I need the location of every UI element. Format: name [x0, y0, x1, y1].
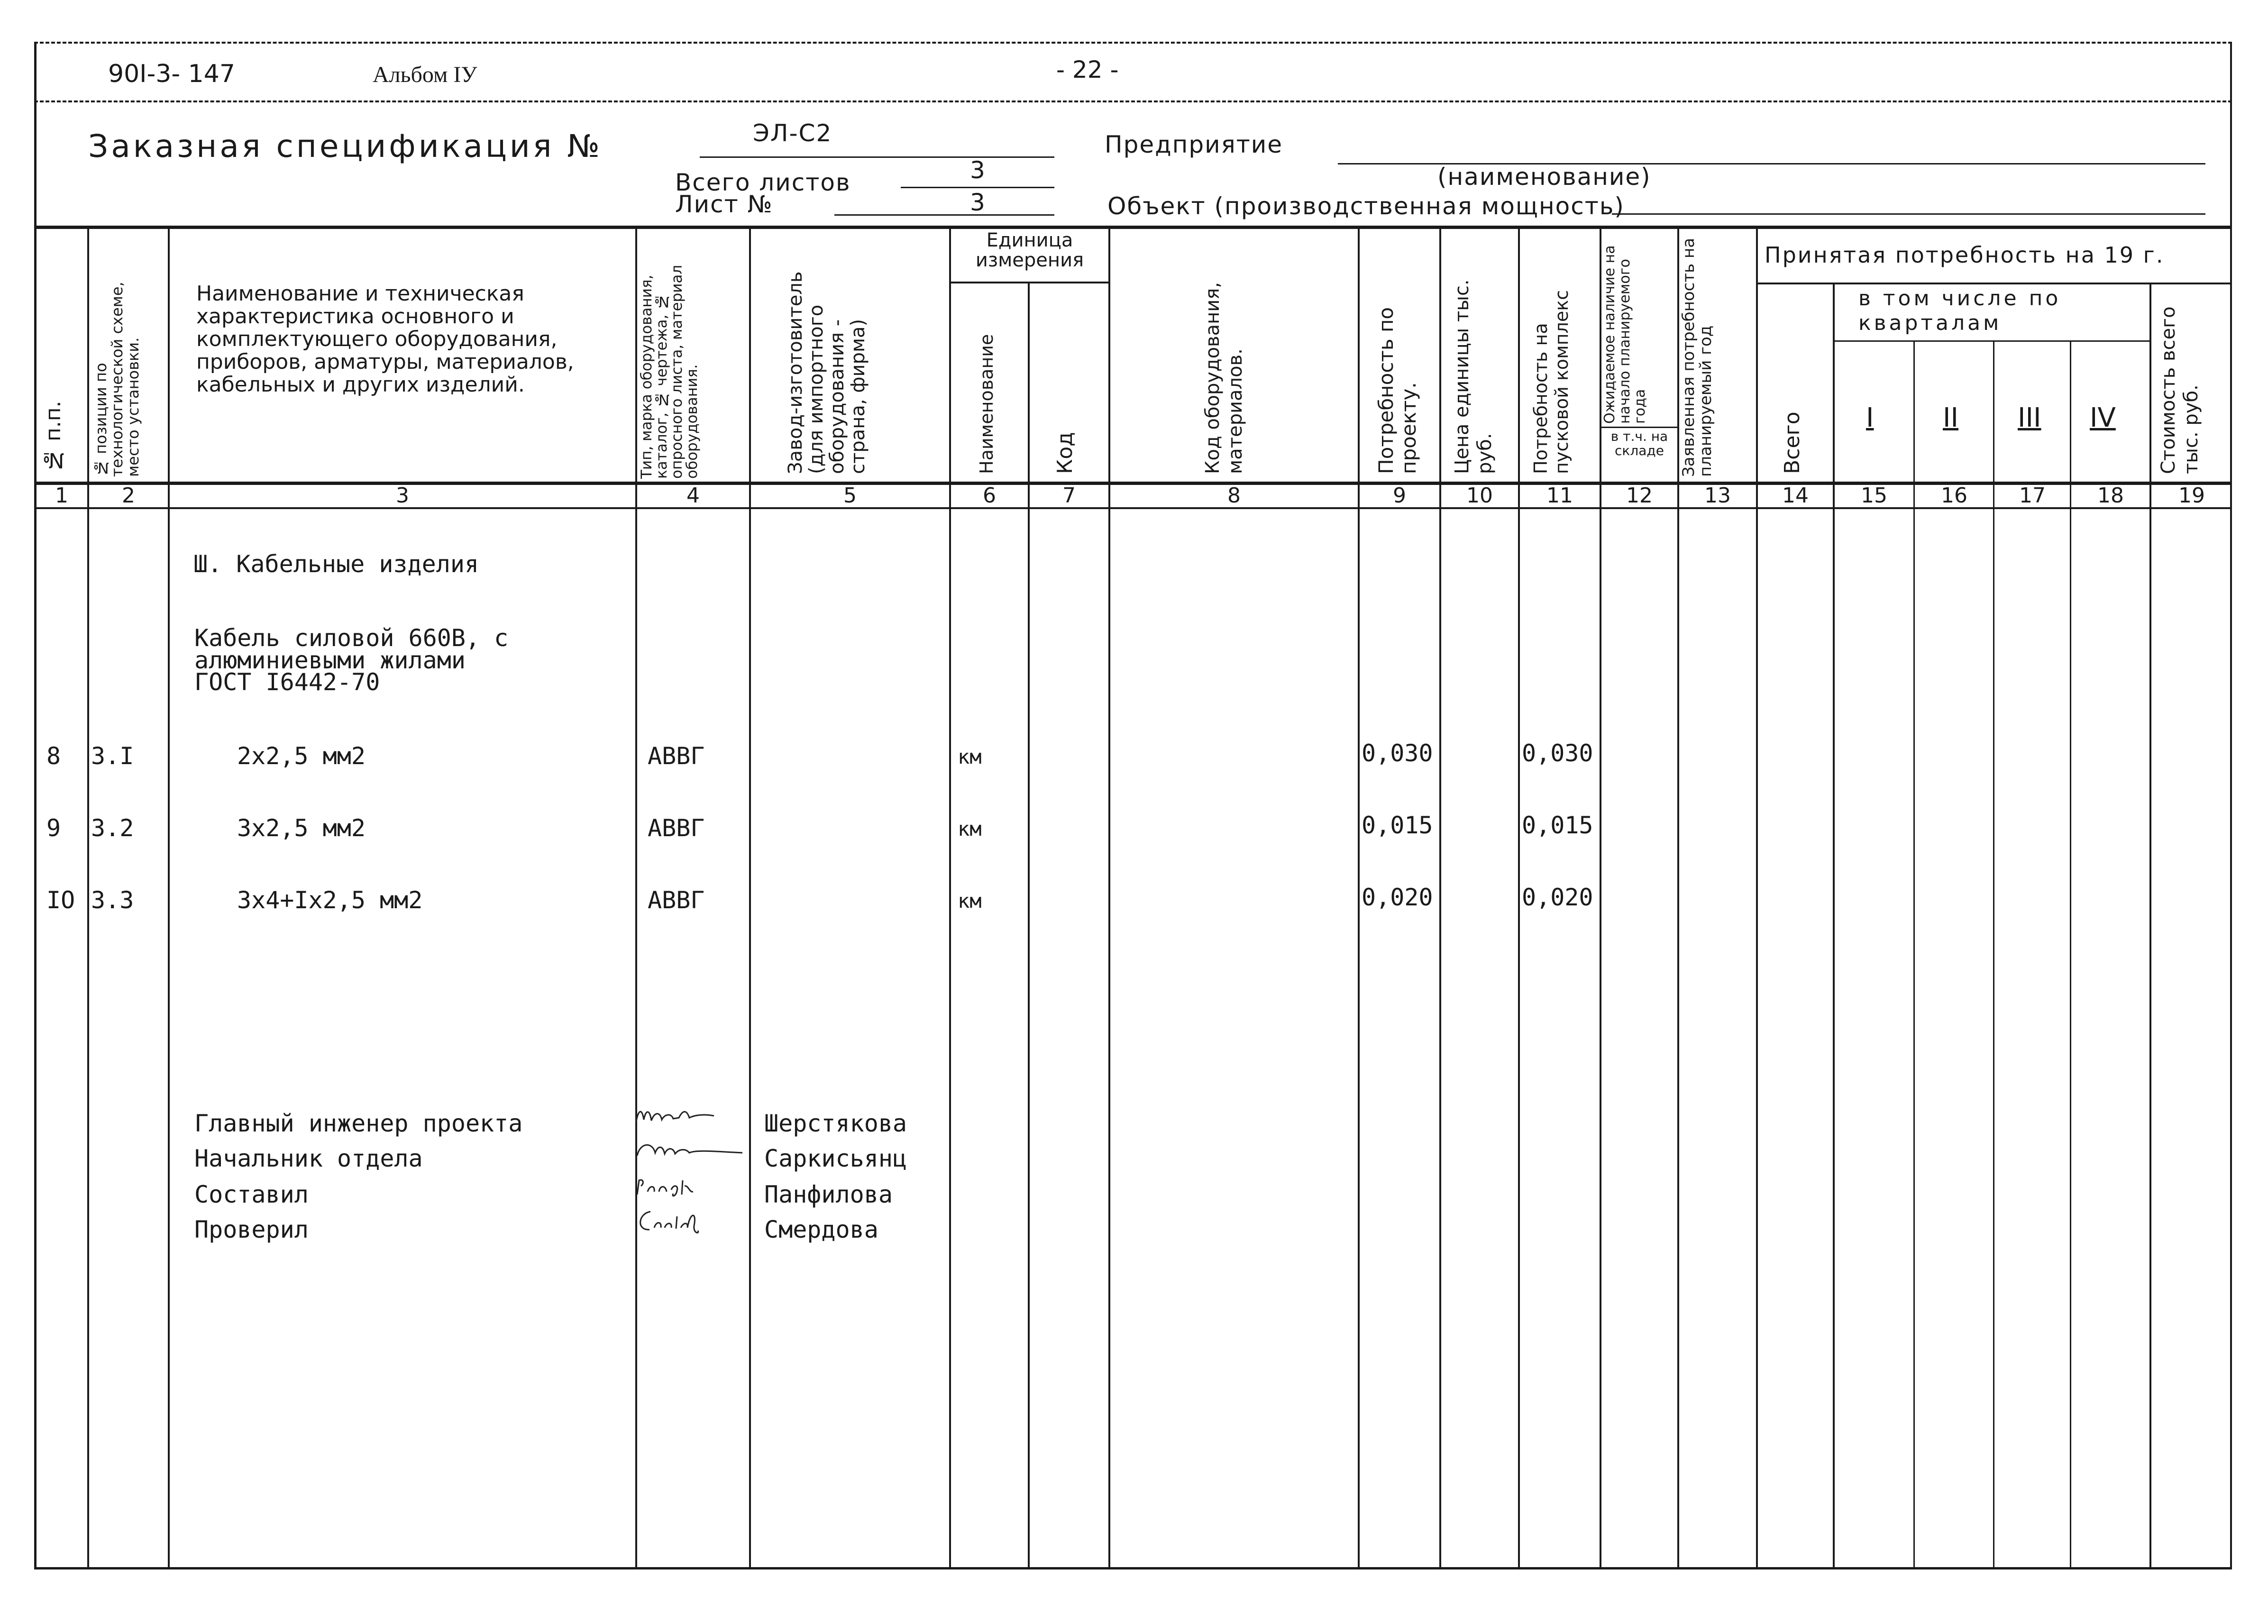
quarters-header: в том числе по кварталам	[1858, 286, 2061, 335]
signature-name: Панфилова	[764, 1181, 893, 1208]
col-number: 6	[983, 484, 996, 508]
sheet-underline	[834, 214, 1054, 216]
table-top-border	[34, 226, 2232, 229]
signature-name: Смердова	[764, 1216, 878, 1243]
row-need: 0,020	[1362, 884, 1433, 911]
row-name: 3х2,5 мм2	[237, 814, 366, 842]
col-divider-5	[949, 227, 951, 1569]
object-underline	[1612, 213, 2205, 215]
row-unit: км	[958, 817, 982, 840]
q3-header: III	[2018, 402, 2041, 433]
accepted-header: Принятая потребность на 19 г.	[1765, 242, 2165, 268]
quarters-divider	[1834, 340, 2150, 342]
col-number: 18	[2097, 484, 2124, 508]
col-1-header: № п.п.	[41, 401, 65, 472]
row-position: 3.I	[91, 742, 134, 770]
doc-code: 90I-3- 147	[108, 60, 235, 88]
unit-group-header: Единица измерения	[975, 229, 1084, 271]
col-number: 3	[396, 484, 409, 508]
row-number: 9	[46, 814, 61, 842]
col-number: 7	[1062, 484, 1076, 508]
row-start-complex: 0,030	[1522, 739, 1593, 767]
col-number: 8	[1227, 484, 1241, 508]
row-type: АВВГ	[648, 886, 705, 914]
top-dashed-border	[34, 42, 2232, 44]
row-need: 0,015	[1362, 812, 1433, 839]
col-number: 10	[1466, 484, 1493, 508]
col-2-header: № позиции по технологической схеме, место установки.	[92, 282, 142, 477]
q1-header: I	[1866, 402, 1874, 433]
total-sheets-underline	[901, 187, 1054, 188]
row-start-complex: 0,015	[1522, 812, 1593, 839]
col-number: 11	[1546, 484, 1573, 508]
col-divider-18	[2149, 283, 2151, 1569]
enterprise-label: Предприятие	[1105, 131, 1283, 158]
col-number: 2	[122, 484, 135, 508]
col-14-header: Всего	[1780, 411, 1804, 474]
col-10-header: Цена единицы тыс. руб.	[1451, 279, 1496, 474]
section-title: Ш. Кабельные изделия	[193, 550, 479, 578]
spec-number: ЭЛ-С2	[753, 119, 832, 147]
col-number: 1	[55, 484, 68, 508]
col-divider-17	[2070, 341, 2071, 1569]
col-11-header: Потребность на пусковой комплекс	[1530, 290, 1572, 474]
signature-role: Составил	[194, 1181, 309, 1208]
table-bottom-border	[34, 1567, 2232, 1569]
handwritten-signature-icon	[633, 1101, 742, 1129]
col-number: 14	[1782, 484, 1809, 508]
spec-title: Заказная спецификация №	[88, 128, 603, 164]
col-5-header: Завод-изготовитель (для импортного оборудования - страна, фирма)	[785, 271, 869, 474]
page-number: - 22 -	[1056, 56, 1119, 83]
total-sheets-value: 3	[970, 156, 986, 184]
col-divider-11	[1600, 227, 1601, 1569]
total-sheets-label: Всего листов	[675, 169, 851, 196]
col-12-header-top: Ожидаемое наличие на начало планируемого года	[1601, 245, 1648, 424]
object-label: Объект (производственная мощность)	[1107, 192, 1625, 220]
signature-name: Шерстякова	[764, 1110, 907, 1137]
handwritten-signature-icon	[633, 1137, 742, 1165]
col-number: 9	[1393, 484, 1406, 508]
col-divider-6	[1028, 283, 1030, 1569]
col-8-header: Код оборудования, материалов.	[1202, 282, 1246, 474]
col-13-header: Заявленная потребность на планируемый год	[1679, 237, 1715, 477]
col-divider-14	[1833, 283, 1835, 1569]
cable-desc-line: ГОСТ I6442-70	[194, 668, 380, 696]
handwritten-signature-icon	[633, 1207, 742, 1235]
spec-number-underline	[700, 156, 1054, 158]
row-number: IO	[46, 886, 75, 914]
album-label: Альбом IУ	[373, 62, 477, 87]
row-type: АВВГ	[648, 814, 705, 842]
handwritten-signature-icon	[633, 1171, 742, 1199]
cable-desc-line: Кабель силовой 660В, с	[194, 624, 509, 652]
row-unit: км	[958, 745, 982, 768]
row-need: 0,030	[1362, 739, 1433, 767]
c12-split-divider	[1600, 427, 1677, 428]
col-divider-15	[1913, 341, 1915, 1569]
signature-role: Проверил	[194, 1216, 309, 1243]
col-divider-8	[1358, 227, 1360, 1569]
col-divider-3	[635, 227, 637, 1569]
col-9-header: Потребность по проекту.	[1374, 307, 1420, 474]
col-number: 4	[686, 484, 700, 508]
row-start-complex: 0,020	[1522, 884, 1593, 911]
col-number: 5	[843, 484, 857, 508]
row-type: АВВГ	[648, 742, 705, 770]
col-number: 12	[1626, 484, 1653, 508]
col-divider-4	[749, 227, 751, 1569]
row-number: 8	[46, 742, 61, 770]
sheet-label: Лист №	[675, 191, 773, 218]
col-4-header: Тип, марка оборудования, каталог, № чертежа, № опросного листа, материал оборудования.	[638, 265, 701, 479]
q4-header: IV	[2090, 402, 2116, 433]
col-19-header: Стоимость всего тыс. руб.	[2158, 306, 2202, 474]
col-divider-9	[1439, 227, 1441, 1569]
row-position: 3.3	[91, 886, 134, 914]
name-caption: (наименование)	[1437, 163, 1651, 191]
signature-role: Главный инженер проекта	[194, 1110, 523, 1137]
col-divider-13	[1756, 227, 1758, 1569]
col-number: 15	[1861, 484, 1887, 508]
col-divider-1	[87, 227, 89, 1569]
cable-desc-line: алюминиевыми жилами	[194, 647, 466, 674]
row-unit: км	[958, 889, 982, 912]
signature-name: Саркисьянц	[764, 1145, 907, 1172]
col-7-header: Код	[1053, 432, 1077, 474]
col-divider-7	[1108, 227, 1110, 1569]
col-divider-2	[168, 227, 170, 1569]
row-position: 3.2	[91, 814, 134, 842]
col-number: 17	[2019, 484, 2046, 508]
sheet-value: 3	[970, 189, 986, 216]
col-12-header-bottom: в т.ч. на складе	[1610, 429, 1668, 458]
col-number: 13	[1704, 484, 1731, 508]
col-number: 19	[2178, 484, 2205, 508]
row-name: 3х4+Iх2,5 мм2	[237, 886, 423, 914]
col-number: 16	[1941, 484, 1967, 508]
form-frame	[34, 42, 2232, 1569]
row-name: 2х2,5 мм2	[237, 742, 366, 770]
col-divider-10	[1518, 227, 1520, 1569]
col-6-header: Наименование	[976, 334, 997, 474]
header-dashed-divider	[34, 100, 2232, 102]
q2-header: II	[1943, 402, 1959, 433]
col-3-header: Наименование и техническая характеристика основного и комплектующего оборудования, приборов, арматуры, материалов, кабельных и других изделий.	[196, 282, 574, 397]
unit-group-divider	[950, 282, 1109, 283]
col-divider-16	[1993, 341, 1994, 1569]
signature-role: Начальник отдела	[194, 1145, 423, 1172]
